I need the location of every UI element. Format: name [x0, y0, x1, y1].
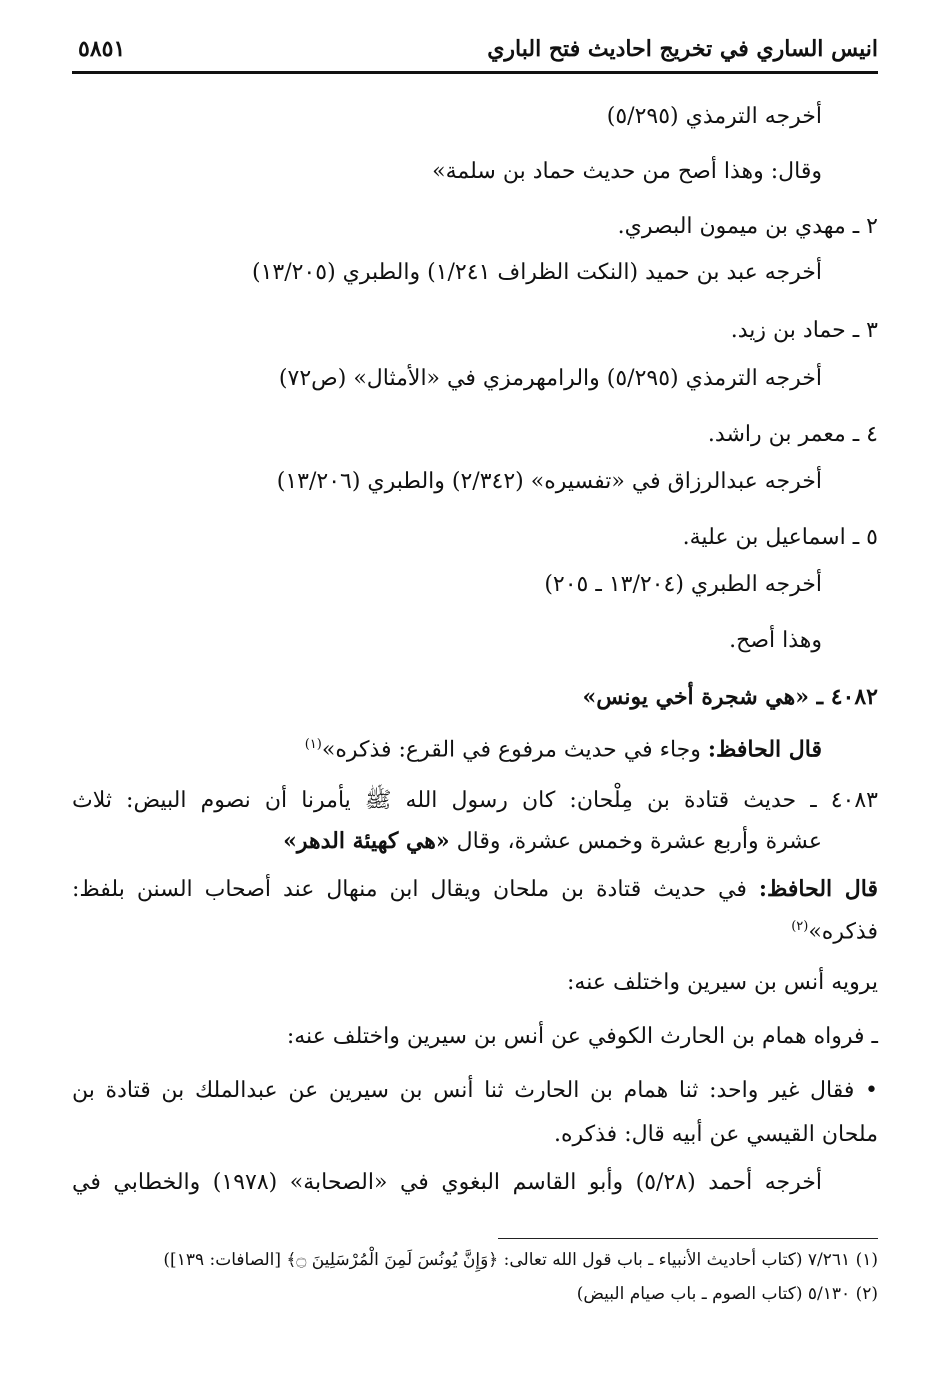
list-item: ٤ ـ معمر بن راشد. — [707, 422, 878, 447]
list-item: ٢ ـ مهدي بن ميمون البصري. — [617, 214, 878, 239]
text-line: أخرجه الطبري (١٣/٢٠٤ ـ ٢٠٥) — [544, 572, 822, 597]
text-line — [791, 912, 878, 947]
text-line: أخرجه عبد بن حميد (النكت الظراف ١/٢٤١) والطبري (١٣/٢٠٥) — [251, 260, 822, 285]
bold-quote: «هي كهيئة الدهر» — [283, 828, 450, 854]
list-item: ٥ ـ اسماعيل بن علية. — [682, 525, 878, 550]
hafiz-text: وجاء في حديث مرفوع في القرع: فذكره» — [321, 737, 701, 763]
text-line — [283, 826, 822, 857]
hafiz-label: قال الحافظ: — [758, 876, 878, 902]
footnote: (١) ٧/٢٦١ (كتاب أحاديث الأنبياء ـ باب قول الله تعالى: ﴿وَإِنَّ يُونُسَ لَمِنَ الْمُرْسَلِينَ ۝﴾ [الصافات: ١٣٩]) — [163, 1250, 878, 1270]
hadith-heading: ٤٠٨٢ ـ «هي شجرة أخي يونس» — [582, 684, 878, 710]
running-header — [60, 32, 878, 72]
text-span: عشرة وأربع عشرة وخمس عشرة، وقال — [456, 829, 822, 854]
footnote-ref: (٢) — [791, 919, 809, 934]
text-line: يرويه أنس بن سيرين واختلف عنه: — [566, 970, 878, 995]
text-span: فذكره» — [808, 919, 878, 945]
footnote-ref: (١) — [304, 737, 322, 752]
header-rule — [72, 71, 878, 74]
hafiz-label: قال الحافظ: — [707, 736, 822, 763]
book-title: انيس الساري في تخريج احاديث فتح الباري — [487, 36, 878, 62]
text-line: أخرجه عبدالرزاق في «تفسيره» (٢/٣٤٢) والطبري (١٣/٢٠٦) — [276, 469, 822, 494]
text-line: ملحان القيسي عن أبيه قال: فذكره. — [554, 1122, 878, 1147]
footnote-divider — [498, 1238, 878, 1239]
text-line: أخرجه أحمد (٥/٢٨) وأبو القاسم البغوي في «الصحابة» (١٩٧٨) والخطابي في — [72, 1170, 822, 1195]
text-line: أخرجه الترمذي (٥/٢٩٥) — [606, 104, 822, 129]
text-line — [305, 730, 822, 765]
text-line: ـ فرواه همام بن الحارث الكوفي عن أنس بن سيرين واختلف عنه: — [286, 1024, 878, 1049]
text-line: وهذا أصح. — [729, 628, 822, 653]
text-line: وقال: وهذا أصح من حديث حماد بن سلمة» — [432, 159, 822, 184]
page-number: ٥٨٥١ — [78, 36, 126, 62]
list-item: ٣ ـ حماد بن زيد. — [730, 318, 878, 343]
footnote: (٢) ٥/١٣٠ (كتاب الصوم ـ باب صيام البيض) — [576, 1284, 878, 1304]
text-line: • فقال غير واحد: ثنا همام بن الحارث ثنا أنس بن سيرين عن عبدالملك بن قتادة بن — [72, 1078, 878, 1103]
text-line: ٤٠٨٣ ـ حديث قتادة بن مِلْحان: كان رسول الله ﷺ يأمرنا أن نصوم البيض: ثلاث — [72, 788, 878, 813]
text-line — [72, 874, 878, 905]
hafiz-text: في حديث قتادة بن ملحان ويقال ابن منهال عند أصحاب السنن بلفظ: — [72, 877, 747, 902]
text-line: أخرجه الترمذي (٥/٢٩٥) والرامهرمزي في «الأمثال» (ص٧٢) — [278, 366, 822, 391]
